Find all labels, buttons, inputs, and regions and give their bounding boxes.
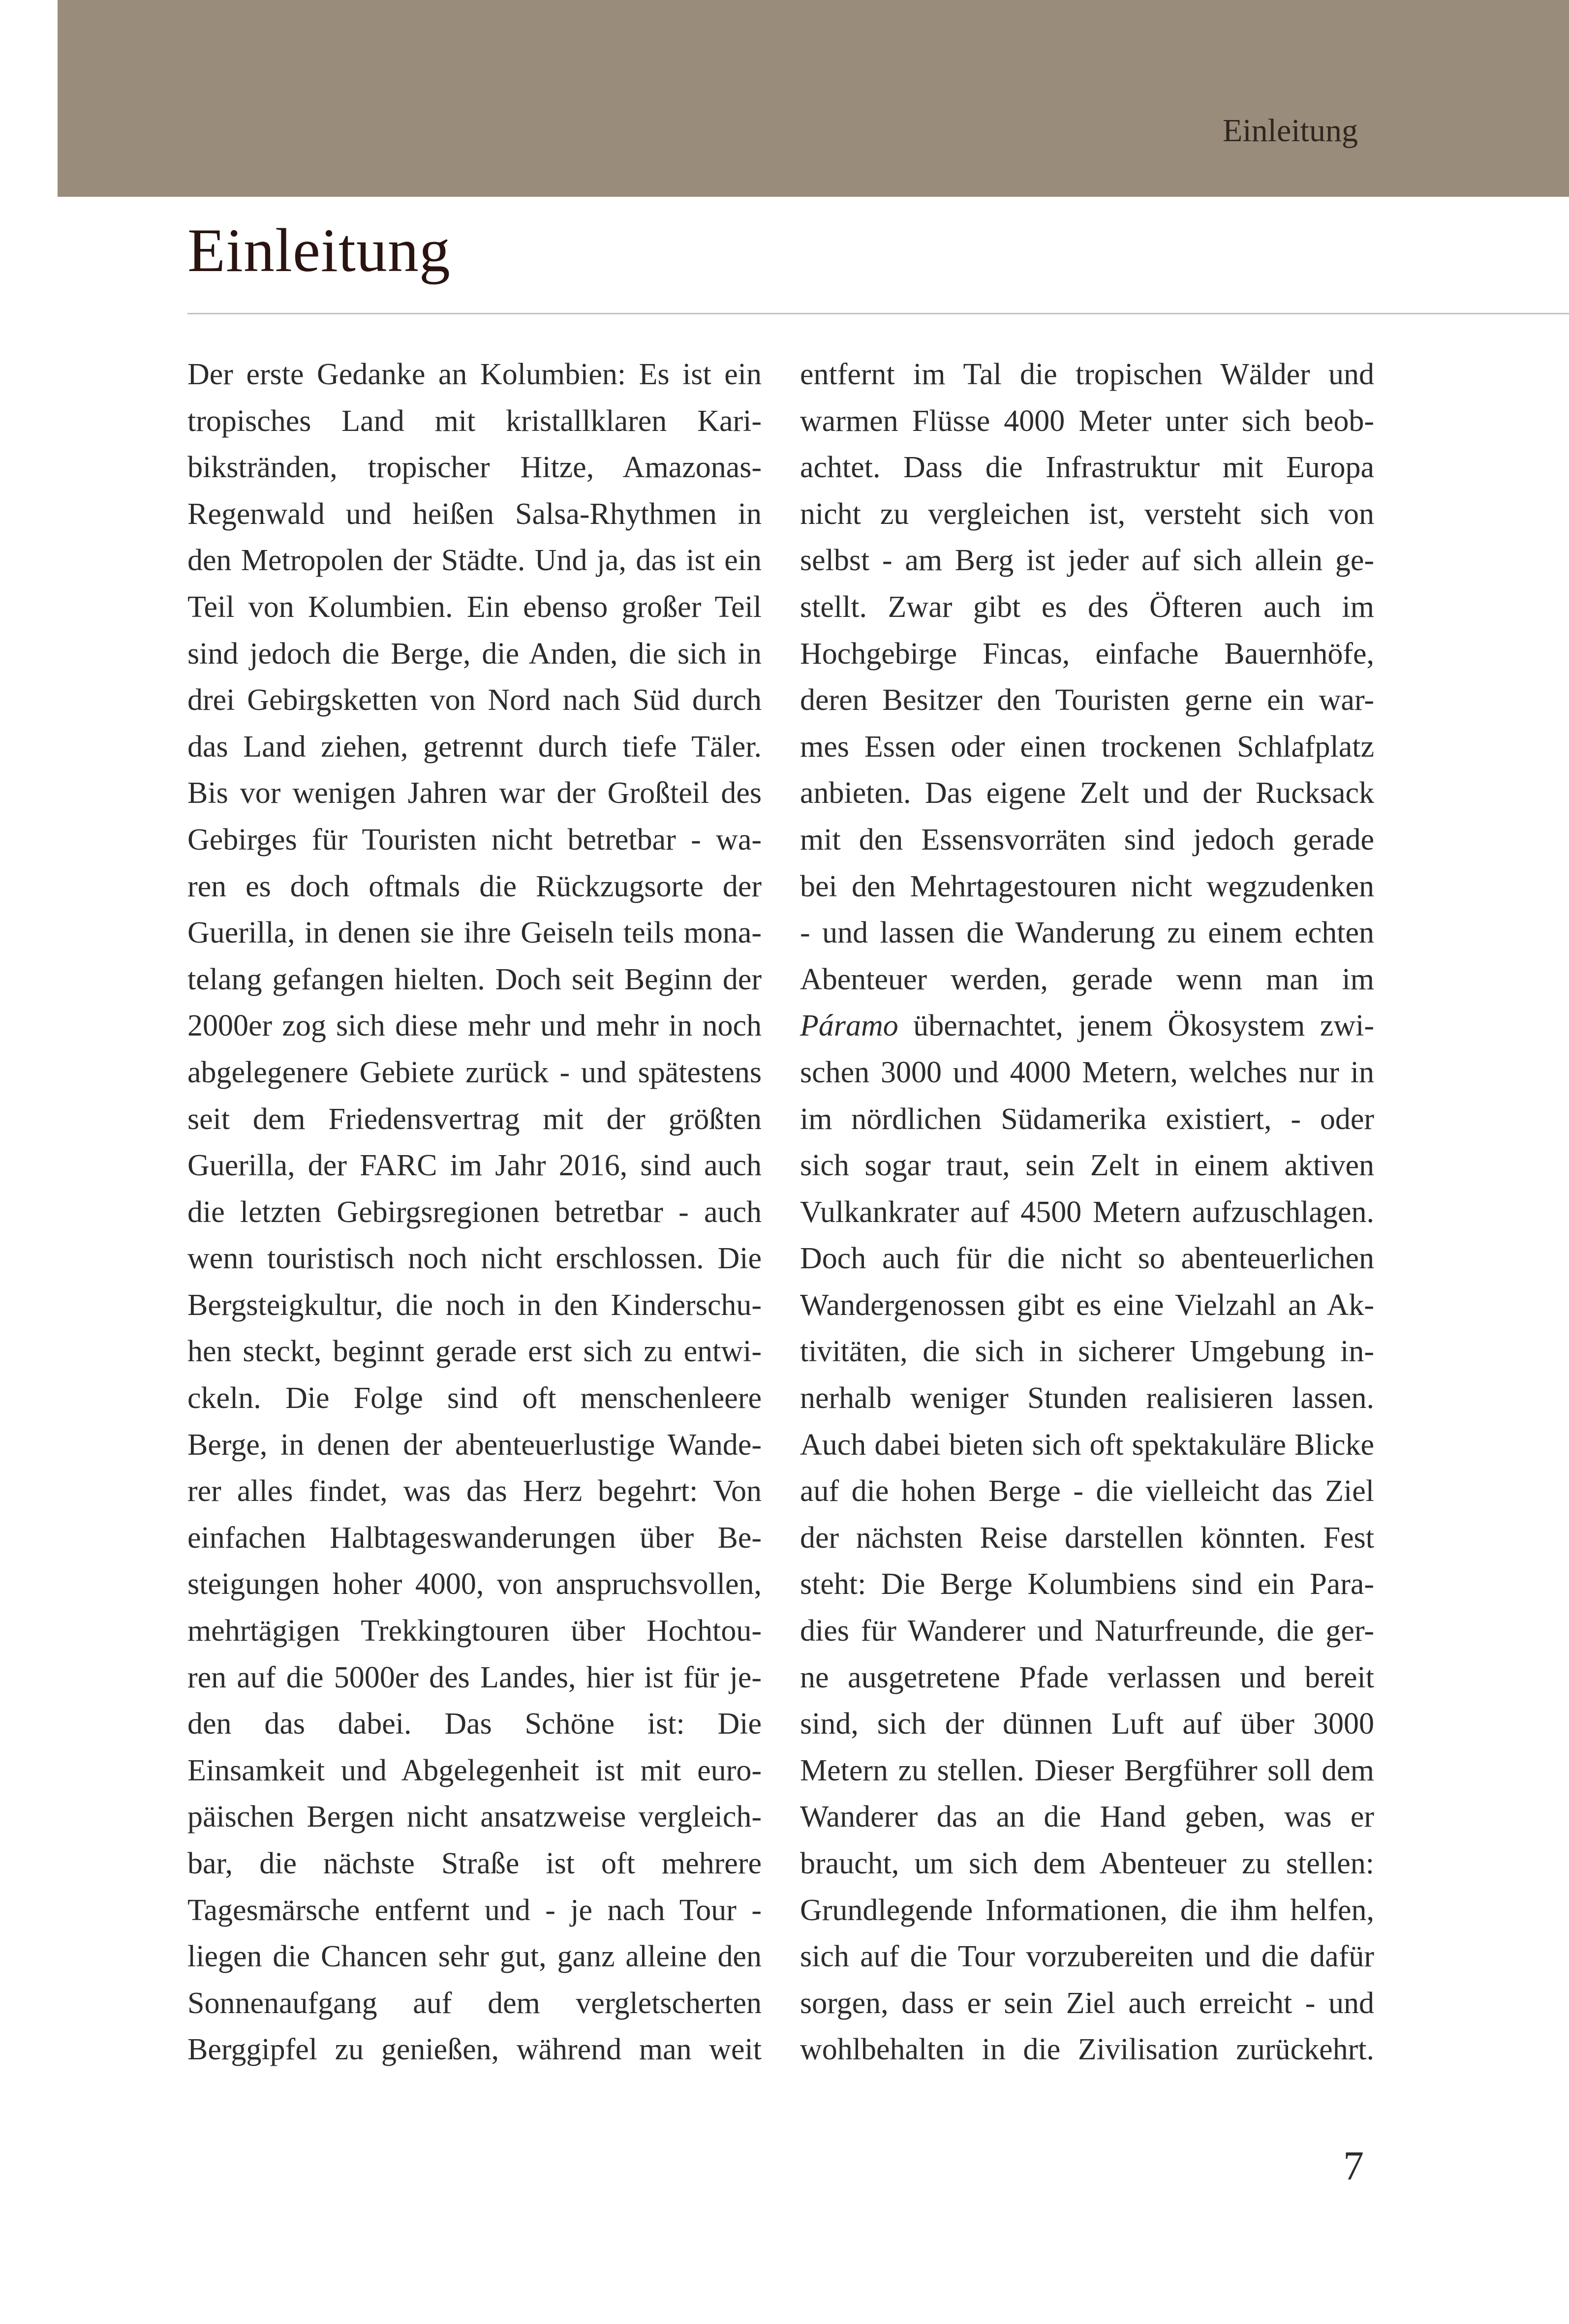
running-head: Einleitung (1223, 113, 1358, 149)
body-line: bikstränden, tropischer Hitze, Amazonas- (187, 451, 762, 485)
body-line: sind jedoch die Berge, die Anden, die sich in (187, 637, 762, 671)
body-line: sich auf die Tour vorzubereiten und die dafür (800, 1940, 1374, 1974)
body-line: wohlbehalten in die Zivilisation zurückehrt. (800, 2033, 1374, 2067)
body-line: seit dem Friedensvertrag mit der größten (187, 1102, 762, 1136)
body-line: nicht zu vergleichen ist, versteht sich von (800, 497, 1374, 531)
body-line: Sonnenaufgang auf dem vergletscherten (187, 1986, 762, 2020)
body-line: anbieten. Das eigene Zelt und der Rucksack (800, 776, 1374, 810)
body-line: bar, die nächste Straße ist oft mehrere (187, 1847, 762, 1880)
body-line: Bis vor wenigen Jahren war der Großteil des (187, 776, 762, 810)
body-line: Berge, in denen der abenteuerlustige Wande- (187, 1428, 762, 1462)
body-line: auf die hohen Berge - die vielleicht das Ziel (800, 1474, 1374, 1508)
chapter-title: Einleitung (187, 216, 451, 285)
italic-term: Páramo (800, 1009, 898, 1043)
body-line: päischen Bergen nicht ansatzweise vergleich- (187, 1800, 762, 1834)
body-line: selbst - am Berg ist jeder auf sich allein ge- (800, 544, 1374, 578)
body-line: Wandergenossen gibt es eine Vielzahl an Ak- (800, 1288, 1374, 1322)
body-line: hen steckt, beginnt gerade erst sich zu entwi- (187, 1335, 762, 1369)
body-line: Gebirges für Touristen nicht betretbar - wa- (187, 823, 762, 856)
body-line: tropisches Land mit kristallklaren Kari- (187, 404, 762, 438)
body-line: nerhalb weniger Stunden realisieren lassen. (800, 1381, 1374, 1415)
body-line: ne ausgetretene Pfade verlassen und bereit (800, 1660, 1374, 1694)
body-line: 2000er zog sich diese mehr und mehr in noch (187, 1009, 762, 1043)
body-line: mehrtägigen Trekkingtouren über Hochtou- (187, 1614, 762, 1648)
body-line: deren Besitzer den Touristen gerne ein war- (800, 683, 1374, 717)
body-line: das Land ziehen, getrennt durch tiefe Täler. (187, 730, 762, 764)
title-rule (187, 313, 1569, 314)
body-line: Einsamkeit und Abgelegenheit ist mit euro- (187, 1753, 762, 1787)
body-line: Metern zu stellen. Dieser Bergführer soll dem (800, 1753, 1374, 1787)
body-line: Berggipfel zu genießen, während man weit (187, 2033, 762, 2067)
body-line: entfernt im Tal die tropischen Wälder und (800, 358, 1374, 391)
body-line: abgelegenere Gebiete zurück - und spätestens (187, 1055, 762, 1089)
body-line: braucht, um sich dem Abenteuer zu stellen: (800, 1847, 1374, 1880)
body-line: schen 3000 und 4000 Metern, welches nur in (800, 1055, 1374, 1089)
body-line: drei Gebirgsketten von Nord nach Süd durch (187, 683, 762, 717)
body-line: sorgen, dass er sein Ziel auch erreicht - und (800, 1986, 1374, 2020)
page-number: 7 (1343, 2143, 1364, 2189)
body-line-italic (800, 1003, 1374, 1049)
body-column-right (800, 351, 1374, 2073)
body-line: Vulkankrater auf 4500 Metern aufzuschlagen. (800, 1195, 1374, 1229)
body-line: bei den Mehrtagestouren nicht wegzudenken (800, 869, 1374, 903)
body-line: Bergsteigkultur, die noch in den Kinderschu- (187, 1288, 762, 1322)
body-line: dies für Wanderer und Naturfreunde, die ger- (800, 1614, 1374, 1648)
body-line: der nächsten Reise darstellen könnten. Fest (800, 1521, 1374, 1555)
body-line: Abenteuer werden, gerade wenn man im (800, 962, 1374, 996)
body-line: warmen Flüsse 4000 Meter unter sich beob- (800, 404, 1374, 438)
body-line: Guerilla, der FARC im Jahr 2016, sind auch (187, 1149, 762, 1183)
body-line: Auch dabei bieten sich oft spektakuläre Blicke (800, 1428, 1374, 1462)
body-line: mes Essen oder einen trockenen Schlafplatz (800, 730, 1374, 764)
right-column-part-2 (800, 1049, 1374, 2073)
body-line: Teil von Kolumbien. Ein ebenso großer Teil (187, 590, 762, 624)
body-line: den das dabei. Das Schöne ist: Die (187, 1707, 762, 1741)
body-line: Der erste Gedanke an Kolumbien: Es ist ein (187, 358, 762, 391)
body-line: - und lassen die Wanderung zu einem echten (800, 916, 1374, 950)
body-line: sind, sich der dünnen Luft auf über 3000 (800, 1707, 1374, 1741)
body-line: Grundlegende Informationen, die ihm helfen, (800, 1893, 1374, 1927)
body-line: sich sogar traut, sein Zelt in einem aktiven (800, 1149, 1374, 1183)
body-line: einfachen Halbtageswanderungen über Be- (187, 1521, 762, 1555)
body-line: stellt. Zwar gibt es des Öfteren auch im (800, 590, 1374, 624)
body-line: Tagesmärsche entfernt und - je nach Tour - (187, 1893, 762, 1927)
body-line: ckeln. Die Folge sind oft menschenleere (187, 1381, 762, 1415)
body-line: steigungen hoher 4000, von anspruchsvollen, (187, 1567, 762, 1601)
body-line: ren auf die 5000er des Landes, hier ist für je- (187, 1660, 762, 1694)
body-line: im nördlichen Südamerika existiert, - oder (800, 1102, 1374, 1136)
body-line: Hochgebirge Fincas, einfache Bauernhöfe, (800, 637, 1374, 671)
body-line: die letzten Gebirgsregionen betretbar - auch (187, 1195, 762, 1229)
body-line: mit den Essensvorräten sind jedoch gerade (800, 823, 1374, 856)
body-line: liegen die Chancen sehr gut, ganz alleine den (187, 1940, 762, 1974)
body-line: wenn touristisch noch nicht erschlossen. Die (187, 1242, 762, 1276)
body-line: Wanderer das an die Hand geben, was er (800, 1800, 1374, 1834)
italic-line-rest: übernachtet, jenem Ökosystem zwi- (898, 1009, 1374, 1043)
body-line: telang gefangen hielten. Doch seit Beginn der (187, 962, 762, 996)
body-line: Regenwald und heißen Salsa-Rhythmen in (187, 497, 762, 531)
body-line: tivitäten, die sich in sicherer Umgebung in- (800, 1335, 1374, 1369)
header-band (58, 0, 1569, 197)
body-line: den Metropolen der Städte. Und ja, das ist ein (187, 544, 762, 578)
body-line: Doch auch für die nicht so abenteuerlichen (800, 1242, 1374, 1276)
body-line: rer alles findet, was das Herz begehrt: Von (187, 1474, 762, 1508)
body-line: ren es doch oftmals die Rückzugsorte der (187, 869, 762, 903)
body-column-left (187, 351, 762, 2073)
right-column-part-1 (800, 351, 1374, 1003)
body-line: Guerilla, in denen sie ihre Geiseln teils mona- (187, 916, 762, 950)
body-line: achtet. Dass die Infrastruktur mit Europa (800, 451, 1374, 485)
body-line: steht: Die Berge Kolumbiens sind ein Para- (800, 1567, 1374, 1601)
